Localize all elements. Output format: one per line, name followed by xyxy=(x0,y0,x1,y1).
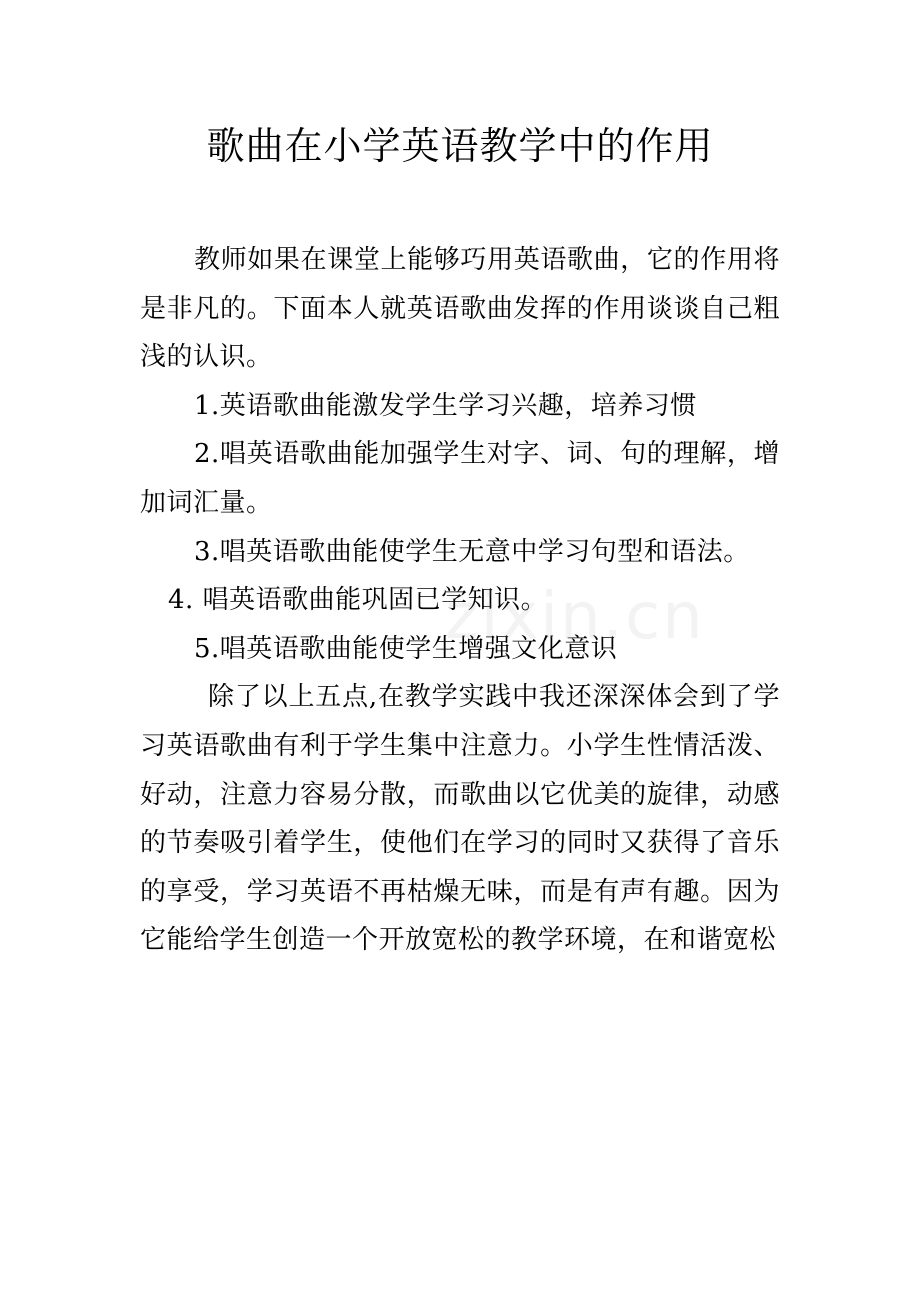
document-title: 歌曲在小学英语教学中的作用 xyxy=(206,124,714,168)
intro-paragraph: 教师如果在课堂上能够巧用英语歌曲，它的作用将是非凡的。下面本人就英语歌曲发挥的作用谈谈自己粗浅的认识。 xyxy=(140,245,780,373)
list-item-4: 4. 唱英语歌曲能巩固已学知识。 xyxy=(168,585,548,616)
list-item-1: 1.英语歌曲能激发学生学习兴趣，培养习惯 xyxy=(194,390,697,421)
document-body xyxy=(140,236,780,965)
conclusion-paragraph: 除了以上五点,在教学实践中我还深深体会到了学习英语歌曲有利于学生集中注意力。小学生性情活泼、好动，注意力容易分散，而歌曲以它优美的旋律，动感的节奏吸引着学生，使他们在学习的同时又获得了音乐的享受，学习英语不再枯燥无味，而是有声有趣。因为它能给学生创造一个开放宽松的教学环境，在和谐宽松 xyxy=(140,682,780,956)
list-item-5: 5.唱英语歌曲能使学生增强文化意识 xyxy=(194,633,618,664)
watermark-logo: zixin.cn xyxy=(445,580,705,654)
list-item-2: 2.唱英语歌曲能加强学生对字、词、句的理解，增加词汇量。 xyxy=(140,439,780,518)
list-item-3: 3.唱英语歌曲能使学生无意中学习句型和语法。 xyxy=(194,536,750,567)
